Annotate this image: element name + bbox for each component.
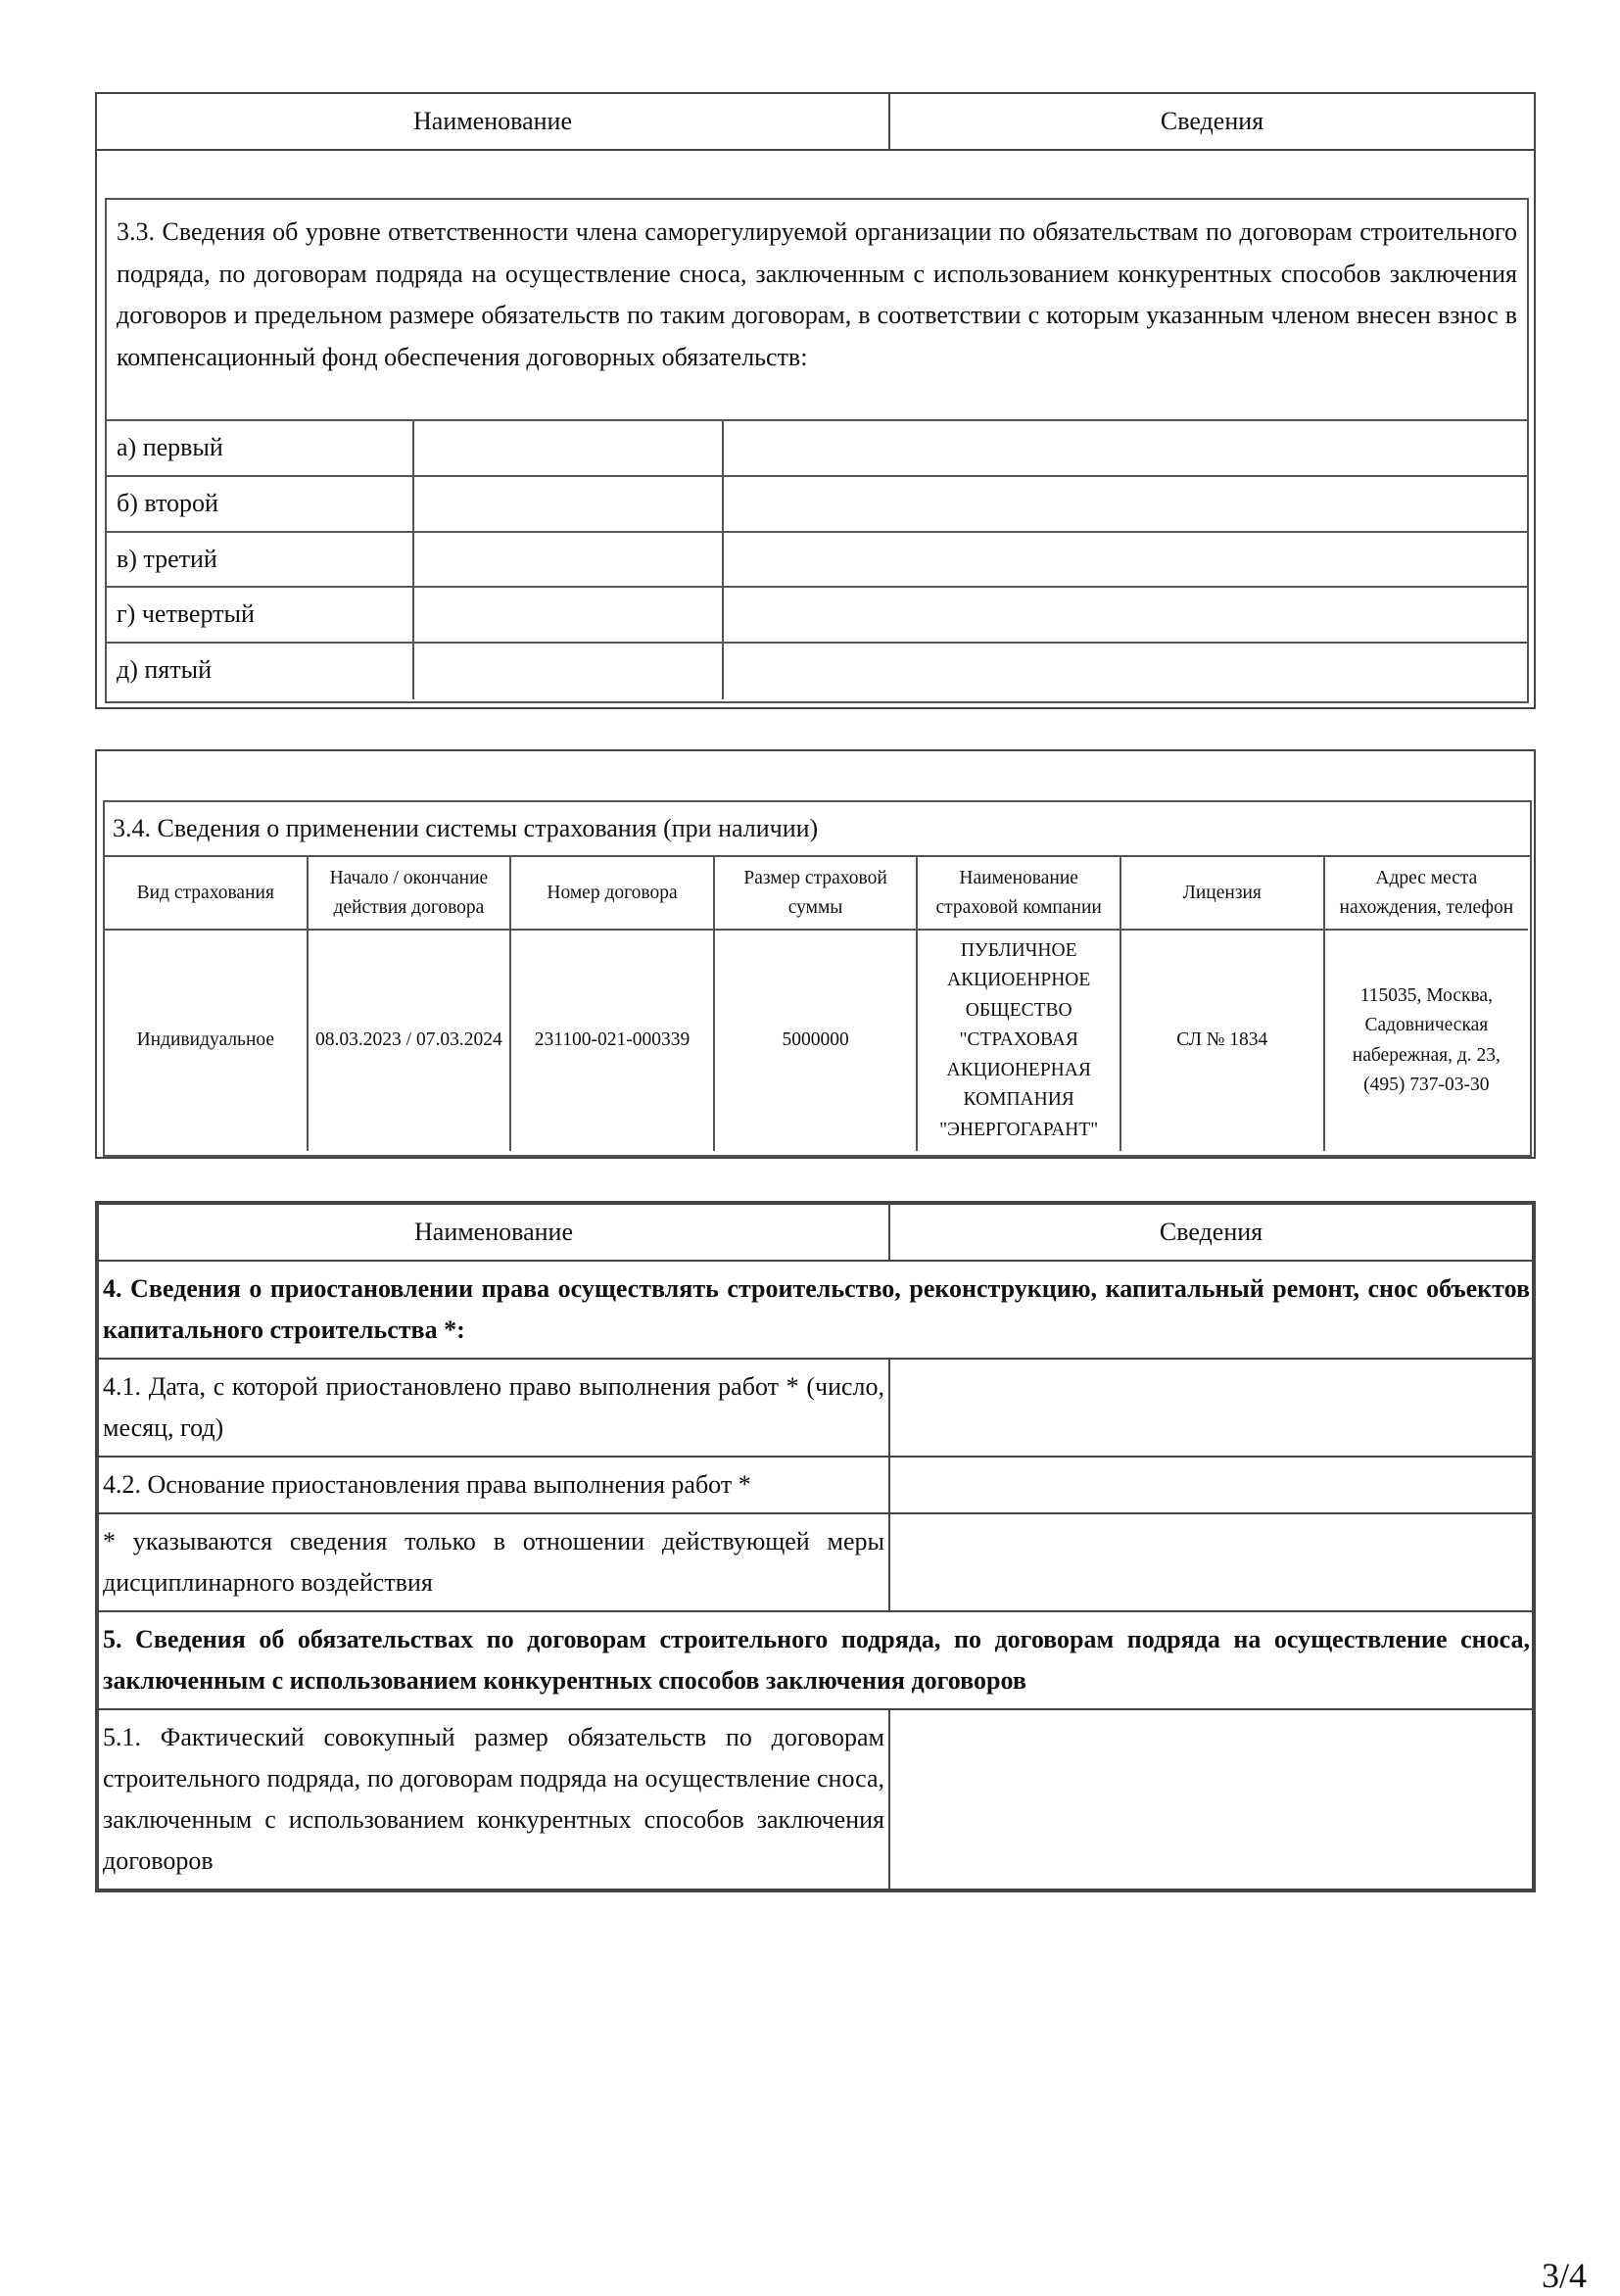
- level-extra-cell: [724, 588, 1527, 642]
- contract-period-header: Начало / окончание действия договора: [309, 857, 510, 931]
- insurance-column: [105, 857, 309, 1151]
- suspension-date-value: [889, 1359, 1533, 1457]
- level-row: [107, 588, 1527, 644]
- level-value-cell: [414, 644, 724, 699]
- obligations-total-label: 5.1. Фактический совокупный размер обязательств по договорам строительного подряда, по договорам подряда на осуществление сноса, заключенным с использованием конкурентных способов заключения договоров: [98, 1709, 889, 1889]
- table-row: [98, 1457, 1533, 1513]
- insurance-column: [1121, 857, 1325, 1151]
- license-header: Лицензия: [1121, 857, 1323, 931]
- suspension-table: [95, 1201, 1536, 1892]
- footnote-label: * указываются сведения только в отношении действующей меры дисциплинарного воздействия: [98, 1513, 889, 1611]
- header-info-cell: Сведения: [1160, 107, 1264, 135]
- level-label: в) третий: [107, 533, 414, 587]
- address-value: 115035, Москва, Садовническая набережная, д. 23, (495) 737-03-30: [1352, 984, 1501, 1095]
- header-name-cell: Наименование: [98, 1204, 889, 1261]
- level-value-cell: [414, 421, 724, 475]
- address-header: Адрес места нахождения, телефон: [1325, 857, 1529, 931]
- level-label: а) первый: [107, 421, 414, 475]
- suspension-basis-label: 4.2. Основание приостановления права выполнения работ *: [98, 1457, 889, 1513]
- suspension-table-grid: [97, 1203, 1534, 1890]
- insurance-table: [95, 749, 1536, 1159]
- level-value-cell: [414, 477, 724, 531]
- insurance-column: [918, 857, 1121, 1151]
- table-header: [98, 1204, 1533, 1261]
- level-row: [107, 644, 1527, 699]
- insurer-name-value: ПУБЛИЧНОЕ АКЦИОЕНРНОЕ ОБЩЕСТВО "СТРАХОВАЯ АКЦИОНЕРНАЯ КОМПАНИЯ "ЭНЕРГОГАРАНТ": [939, 939, 1099, 1140]
- level-row: [107, 477, 1527, 533]
- level-value-cell: [414, 533, 724, 587]
- section-4-title: 4. Сведения о приостановлении права осуществлять строительство, реконструкцию, капитальный ремонт, снос объектов капитального строительства *:: [98, 1261, 1533, 1359]
- level-value-cell: [414, 588, 724, 642]
- contract-number-value: 231100-021-000339: [534, 1029, 691, 1051]
- table-row: [98, 1359, 1533, 1457]
- level-row: [107, 533, 1527, 589]
- insurance-column: [1325, 857, 1529, 1151]
- table-header: [97, 94, 1534, 151]
- level-label: г) четвертый: [107, 588, 414, 642]
- liability-table: [95, 92, 1536, 709]
- level-extra-cell: [724, 533, 1527, 587]
- level-label: б) второй: [107, 477, 414, 531]
- level-extra-cell: [724, 644, 1527, 699]
- section-4-row: [98, 1261, 1533, 1359]
- insured-sum-value: 5000000: [782, 1029, 849, 1051]
- insurer-name-header: Наименование страховой компании: [918, 857, 1120, 931]
- header-name-cell: Наименование: [97, 94, 890, 149]
- level-label: д) пятый: [107, 644, 414, 699]
- level-row: [107, 421, 1527, 477]
- page-number: 3/4: [1541, 2256, 1587, 2295]
- section-3-4-title: 3.4. Сведения о применении системы страхования (при наличии): [105, 802, 1530, 857]
- contract-period-value: 08.03.2023 / 07.03.2024: [315, 1029, 502, 1051]
- section-5-row: [98, 1611, 1533, 1709]
- level-extra-cell: [724, 421, 1527, 475]
- insured-sum-header: Размер страховой суммы: [715, 857, 917, 931]
- suspension-basis-value: [889, 1457, 1533, 1513]
- section-3-3-box: [105, 198, 1529, 703]
- insurance-column: [511, 857, 715, 1151]
- insurance-column: [309, 857, 512, 1151]
- obligations-total-value: [889, 1709, 1533, 1889]
- insurance-grid: [105, 857, 1530, 1151]
- suspension-date-label: 4.1. Дата, с которой приостановлено право выполнения работ * (число, месяц, год): [98, 1359, 889, 1457]
- insurance-column: [715, 857, 919, 1151]
- license-value: СЛ № 1834: [1176, 1029, 1268, 1051]
- table-row: [98, 1709, 1533, 1889]
- section-5-title: 5. Сведения об обязательствах по договорам строительного подряда, по договорам подряда на осуществление сноса, заключенным с использованием конкурентных способов заключения договоров: [98, 1611, 1533, 1709]
- footnote-value: [889, 1513, 1533, 1611]
- section-3-3-text: 3.3. Сведения об уровне ответственности члена саморегулируемой организации по обязательствам по договорам строительного подряда, по договорам подряда на осуществление сноса, заключенным с использованием конкурентных способов заключения договоров и предельном размере обязательств по таким договорам, в соответствии с которым указанным членом внесен взнос в компенсационный фонд обеспечения договорных обязательств:: [107, 200, 1527, 421]
- section-3-4-box: [103, 800, 1532, 1157]
- insurance-type-value: Индивидуальное: [136, 1029, 275, 1051]
- contract-number-header: Номер договора: [511, 857, 713, 931]
- header-info-cell: Сведения: [889, 1204, 1533, 1261]
- insurance-type-header: Вид страхования: [105, 857, 307, 931]
- level-extra-cell: [724, 477, 1527, 531]
- table-row: [98, 1513, 1533, 1611]
